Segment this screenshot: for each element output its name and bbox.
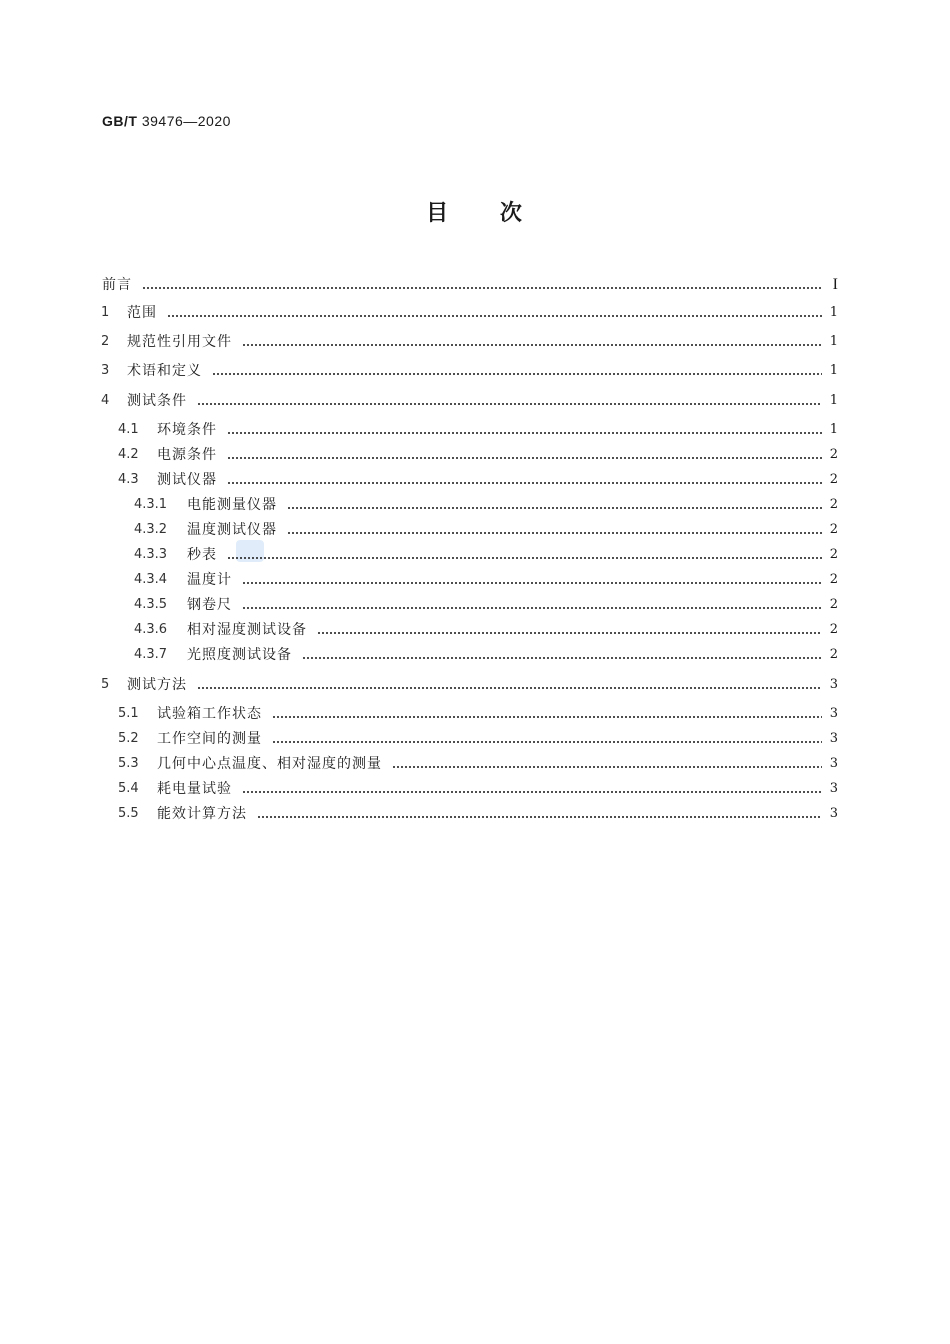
toc-entry-page: 2 xyxy=(829,572,838,587)
toc-entry-text: 几何中心点温度、相对湿度的测量 xyxy=(157,756,382,772)
toc-entry-page: I xyxy=(832,276,838,293)
toc-entry-5-3[interactable] xyxy=(118,754,838,774)
toc-entry-number: 4.3.6 xyxy=(134,622,168,637)
toc-entry-text: 范围 xyxy=(127,305,157,321)
toc-entry-number: 4.3.5 xyxy=(134,597,168,612)
toc-entry-number: 4.1 xyxy=(118,422,139,437)
toc-entry-number: 5.1 xyxy=(118,706,139,721)
toc-entry-number: 3 xyxy=(101,363,110,378)
toc-entry-text: 测试仪器 xyxy=(157,472,217,488)
dot-leader xyxy=(197,391,822,411)
toc-entry-text: 电能测量仪器 xyxy=(187,497,277,513)
toc-entry-5-1[interactable] xyxy=(118,704,838,724)
toc-entry-5-4[interactable] xyxy=(118,779,838,799)
toc-entry-number: 5.5 xyxy=(118,806,139,821)
dot-leader xyxy=(227,420,822,440)
toc-entry-text: 耗电量试验 xyxy=(157,781,232,797)
dot-leader xyxy=(197,675,822,695)
toc-entry-page: 3 xyxy=(829,781,838,796)
dot-leader xyxy=(317,620,822,640)
toc-entry-number: 4.3.4 xyxy=(134,572,168,587)
toc-entry-page: 2 xyxy=(829,622,838,637)
toc-entry-4-3-6[interactable] xyxy=(134,620,838,640)
toc-entry-page: 2 xyxy=(829,547,838,562)
toc-entry-text: 钢卷尺 xyxy=(187,597,232,613)
toc-entry-4-3-7[interactable] xyxy=(134,645,838,665)
toc-entry-4-1[interactable] xyxy=(118,420,838,440)
toc-entry-4-2[interactable] xyxy=(118,445,838,465)
toc-entry-text: 规范性引用文件 xyxy=(127,334,232,350)
toc-entry-text: 测试方法 xyxy=(127,677,187,693)
toc-entry-page: 2 xyxy=(829,522,838,537)
toc-entry-number: 5 xyxy=(101,677,110,692)
toc-entry-text: 试验箱工作状态 xyxy=(157,706,262,722)
toc-entry-4-3-4[interactable] xyxy=(134,570,838,590)
dot-leader xyxy=(227,470,822,490)
standard-code: 39476—2020 xyxy=(141,113,231,129)
toc-entry-page: 1 xyxy=(829,422,838,437)
toc-entry-text: 温度计 xyxy=(187,572,232,588)
dot-leader xyxy=(242,332,822,352)
dot-leader xyxy=(242,779,822,799)
toc-entry-page: 2 xyxy=(829,597,838,612)
toc-entry-text: 能效计算方法 xyxy=(157,806,247,822)
toc-entry-text: 工作空间的测量 xyxy=(157,731,262,747)
toc-entry-number: 4.3.3 xyxy=(134,547,168,562)
toc-entry-number: 1 xyxy=(101,305,110,320)
toc-entry-number: 2 xyxy=(101,334,110,349)
toc-entry-5-2[interactable] xyxy=(118,729,838,749)
toc-entry-number: 4 xyxy=(101,393,110,408)
toc-entry-4-3-2[interactable] xyxy=(134,520,838,540)
standard-prefix: GB/T xyxy=(102,113,138,129)
toc-entry-number: 4.3.7 xyxy=(134,647,168,662)
toc-entry-4-3-5[interactable] xyxy=(134,595,838,615)
toc-entry-5[interactable] xyxy=(101,675,838,695)
dot-leader xyxy=(302,645,822,665)
dot-leader xyxy=(242,595,822,615)
toc-entry-foreword[interactable] xyxy=(102,275,838,295)
toc-entry-page: 1 xyxy=(829,393,838,408)
toc-entry-number: 4.3.2 xyxy=(134,522,168,537)
toc-entry-page: 3 xyxy=(829,806,838,821)
toc-entry-number: 5.3 xyxy=(118,756,139,771)
toc-entry-text: 术语和定义 xyxy=(127,363,202,379)
dot-leader xyxy=(167,303,822,323)
dot-leader xyxy=(287,520,822,540)
toc-entry-4[interactable] xyxy=(101,391,838,411)
toc-entry-page: 1 xyxy=(829,363,838,378)
toc-entry-page: 2 xyxy=(829,647,838,662)
toc-entry-text: 电源条件 xyxy=(157,447,217,463)
toc-entry-5-5[interactable] xyxy=(118,804,838,824)
toc-entry-text: 温度测试仪器 xyxy=(187,522,277,538)
toc-entry-text: 测试条件 xyxy=(127,393,187,409)
toc-entry-page: 2 xyxy=(829,447,838,462)
toc-entry-4-3-3[interactable] xyxy=(134,545,838,565)
toc-entry-text: 光照度测试设备 xyxy=(187,647,292,663)
toc-entry-page: 3 xyxy=(829,706,838,721)
toc-entry-page: 3 xyxy=(829,677,838,692)
toc-entry-number: 5.4 xyxy=(118,781,139,796)
toc-entry-1[interactable] xyxy=(101,303,838,323)
dot-leader xyxy=(242,570,822,590)
toc-entry-3[interactable] xyxy=(101,361,838,381)
dot-leader xyxy=(272,704,822,724)
toc-entry-page: 2 xyxy=(829,497,838,512)
toc-entry-page: 1 xyxy=(829,305,838,320)
dot-leader xyxy=(272,729,822,749)
toc-entry-page: 2 xyxy=(829,472,838,487)
toc-entry-text: 相对湿度测试设备 xyxy=(187,622,307,638)
toc-entry-text: 秒表 xyxy=(187,547,217,563)
toc-entry-page: 1 xyxy=(829,334,838,349)
toc-entry-4-3-1[interactable] xyxy=(134,495,838,515)
toc-entry-text: 环境条件 xyxy=(157,422,217,438)
toc-entry-number: 4.3 xyxy=(118,472,139,487)
toc-entry-4-3[interactable] xyxy=(118,470,838,490)
dot-leader xyxy=(212,361,822,381)
dot-leader xyxy=(257,804,822,824)
toc-entry-number: 5.2 xyxy=(118,731,139,746)
page-title: 目 次 xyxy=(426,201,524,226)
toc-entry-number: 4.3.1 xyxy=(134,497,168,512)
toc-entry-number: 4.2 xyxy=(118,447,139,462)
toc-entry-page: 3 xyxy=(829,756,838,771)
dot-leader xyxy=(142,275,822,295)
toc-entry-2[interactable] xyxy=(101,332,838,352)
dot-leader xyxy=(227,545,822,565)
toc-entry-text: 前言 xyxy=(102,277,132,293)
toc-entry-page: 3 xyxy=(829,731,838,746)
dot-leader xyxy=(392,754,822,774)
dot-leader xyxy=(287,495,822,515)
dot-leader xyxy=(227,445,822,465)
